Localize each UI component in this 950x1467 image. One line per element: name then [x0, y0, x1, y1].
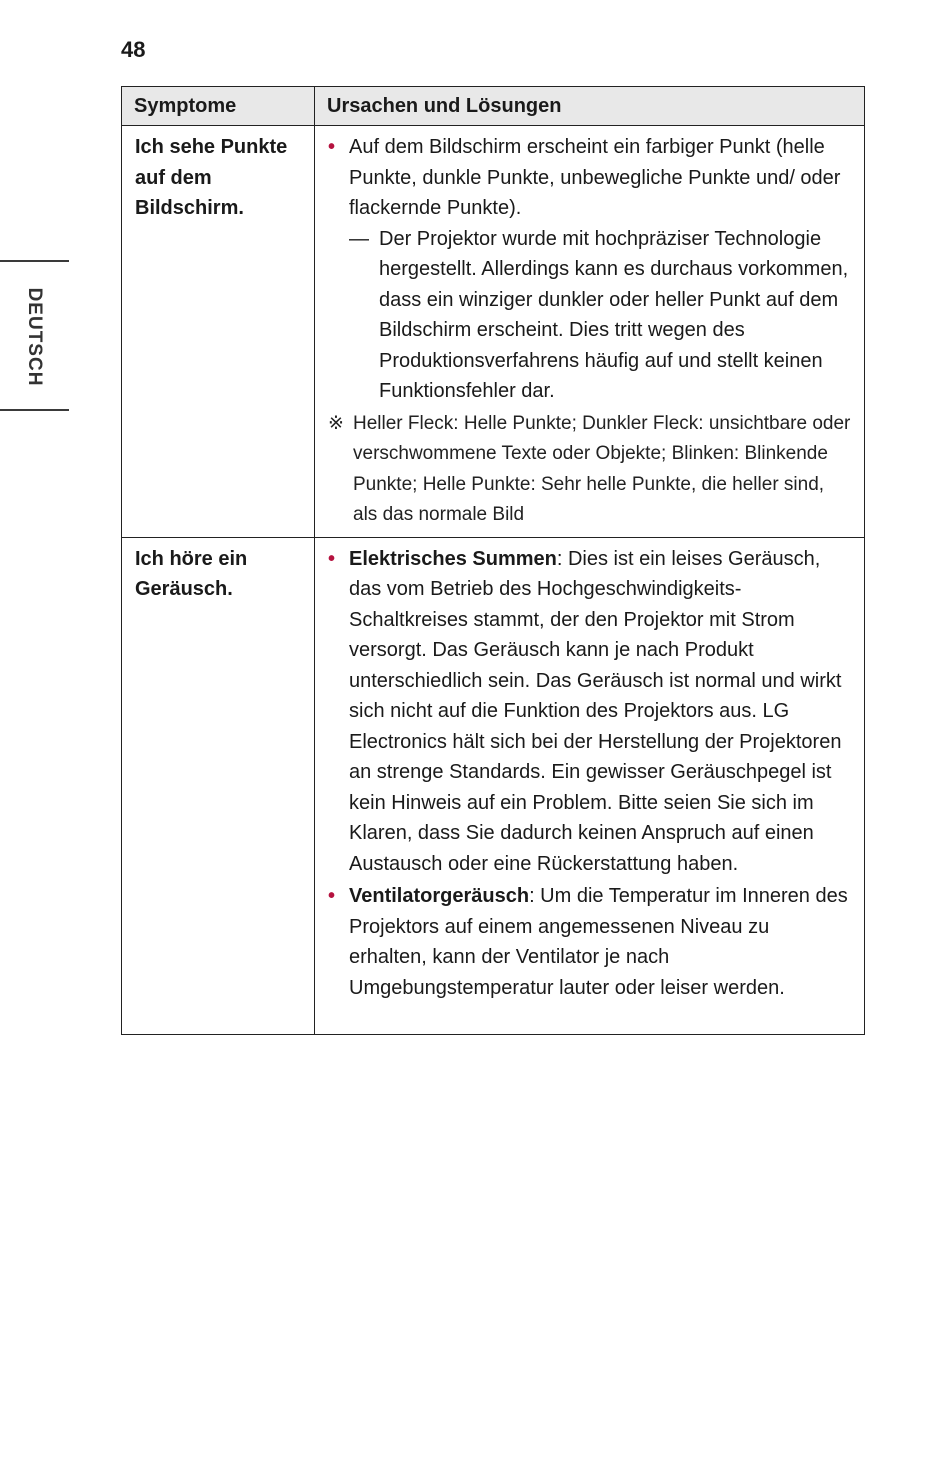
bullet-icon: • — [328, 136, 336, 158]
bullet-bold-term: Elektrisches Summen — [349, 547, 557, 570]
dash-icon: — — [349, 227, 369, 250]
bullet-item — [327, 544, 852, 880]
symptom-text: Ich sehe Punkte auf dem Bildschirm. — [135, 136, 288, 219]
bullet-icon: • — [328, 547, 336, 570]
table-row — [122, 537, 865, 1034]
bullet-item — [327, 132, 852, 224]
header-symptoms: Symptome — [122, 87, 315, 126]
table-header-row — [122, 87, 865, 126]
troubleshooting-table — [121, 86, 865, 1035]
page-number: 48 — [121, 37, 146, 62]
header-causes-solutions: Ursachen und Lösungen — [315, 87, 865, 126]
bullet-icon: • — [328, 885, 336, 907]
note-item — [327, 409, 852, 531]
reference-mark-icon: ※ — [328, 412, 344, 434]
dash-text: Der Projektor wurde mit hochpräziser Technologie hergestellt. Allerdings kann es durchaus vorkommen, dass ein winziger dunkler oder heller Punkt auf dem Bildschirm erscheint. Dies tritt wegen des Produktionsverfahrens häufig auf und stellt keinen Funktionsfehler dar. — [379, 227, 849, 402]
cause-cell — [315, 126, 865, 538]
bullet-text: Auf dem Bildschirm erscheint ein farbiger Punkt (helle Punkte, dunkle Punkte, unbewegliche Punkte und/ oder flackernde Punkte). — [349, 136, 841, 219]
symptom-text: Ich höre ein Geräusch. — [135, 547, 248, 600]
bullet-text: : Dies ist ein leises Geräusch, das vom Betrieb des Hochgeschwindigkeits-Schaltkreises stammt, der den Projektor mit Strom versorgt. Das Geräusch kann je nach Produkt unterschiedlich sein. Das Geräusch ist normal und wirkt sich nicht auf die Funktion des Projektors aus. LG Electronics hält sich bei der Herstellung der Projektoren an strenge Standards. Ein gewisser Geräuschpegel ist kein Hinweis auf ein Problem. Bitte seien Sie sich im Klaren, dass Sie dadurch keinen Anspruch auf einen Austausch oder eine Rückerstattung haben. — [349, 547, 842, 875]
table-row — [122, 126, 865, 538]
note-text: Heller Fleck: Helle Punkte; Dunkler Fleck: unsichtbare oder verschwommene Texte oder Objekte; Blinken: Blinkende Punkte; Helle Punkte: Sehr helle Punkte, die heller sind, als das normale Bild — [353, 412, 851, 525]
symptom-cell — [122, 537, 315, 1034]
language-tab-label: DEUTSCH — [24, 287, 45, 387]
language-tab — [0, 260, 69, 411]
bullet-text: : Um die Temperatur im Inneren des Projektors auf einem angemessenen Niveau zu erhalten, kann der Ventilator je nach Umgebungstemperatur lauter oder leiser werden. — [349, 885, 848, 999]
bullet-bold-term: Ventilatorgeräusch — [349, 885, 530, 907]
cause-cell — [315, 537, 865, 1034]
dash-item — [327, 224, 852, 407]
bullet-item — [327, 881, 852, 1003]
symptom-cell — [122, 126, 315, 538]
